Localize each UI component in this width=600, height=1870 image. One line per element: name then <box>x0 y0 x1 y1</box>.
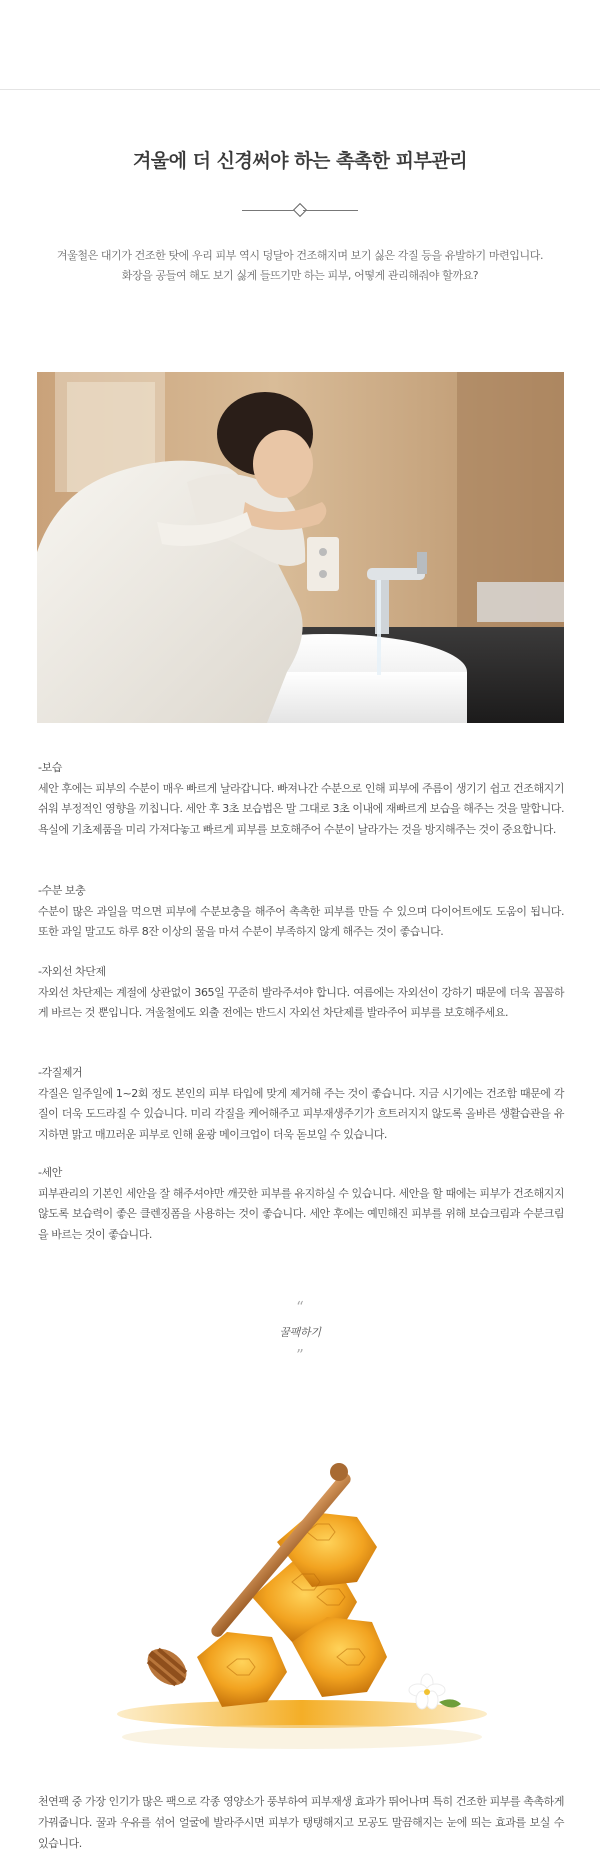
divider-line-left <box>242 210 297 211</box>
section-exfoliation <box>38 1063 564 1145</box>
face-wash-photo <box>37 372 564 723</box>
quote-label: 꿀팩하기 <box>279 1326 321 1339</box>
divider-line-right <box>303 210 358 211</box>
section-text: 수분이 많은 과일을 먹으면 피부에 수분보충을 해주어 촉촉한 피부를 만들 수 있으며 다이어트에도 도움이 됩니다. 또한 과일 말고도 하루 8잔 이상의 물을 마셔 수분이 부족하지 않게 해주는 것이 좋습니다. <box>38 904 564 938</box>
section-heading: -수분 보충 <box>38 884 86 897</box>
section-heading: -자외선 차단제 <box>38 965 106 978</box>
open-quote-icon: “ <box>296 1298 304 1316</box>
close-quote-icon: ” <box>296 1346 304 1364</box>
section-heading: -세안 <box>38 1166 62 1179</box>
section-moisturize <box>38 758 564 840</box>
section-text: 각질은 일주일에 1~2회 정도 본인의 피부 타입에 맞게 제거해 주는 것이 좋습니다. 지금 시기에는 건조함 때문에 각질이 더욱 도드라질 수 있습니다. 미리 각질을 케어해주고 피부재생주기가 흐트러지지 않도록 올바른 생활습관을 유지하면 맑고 매끄러운 피부로 인해 윤광 메이크업이 더욱 돋보일 수 있습니다. <box>38 1086 564 1141</box>
honey-photo <box>37 1392 564 1762</box>
section-text: 피부관리의 기본인 세안을 잘 해주셔야만 깨끗한 피부를 유지하실 수 있습니다. 세안을 할 때에는 피부가 건조해지지 않도록 보습력이 좋은 클렌징폼을 사용하는 것이 좋습니다. 세안 후에는 예민해진 피부를 위해 보습크림과 수분크림을 바르는 것이 좋습니다. <box>38 1186 564 1241</box>
intro-line-2: 화장을 공들여 해도 보기 싫게 들뜨기만 하는 피부, 어떻게 관리해줘야 할까요? <box>121 269 479 282</box>
section-text: 세안 후에는 피부의 수분이 매우 빠르게 날라갑니다. 빠져나간 수분으로 인해 피부에 주름이 생기기 쉽고 건조해지기 쉬워 부정적인 영향을 끼칩니다. 세안 후 3초 보습법은 말 그대로 3초 이내에 재빠르게 보습을 해주는 것을 말합니다. 욕실에 기초제품을 미리 가져다놓고 빠르게 피부를 보호해주어 수분이 날라가는 것을 방지해주는 것이 중요합니다. <box>38 781 564 836</box>
section-cleansing <box>38 1163 564 1245</box>
section-sunscreen <box>38 962 564 1024</box>
title-divider <box>242 203 358 217</box>
section-hydration <box>38 881 564 943</box>
intro-text <box>20 246 580 286</box>
page-title: 겨울에 더 신경써야 하는 촉촉한 피부관리 <box>132 150 468 172</box>
section-heading: -각질제거 <box>38 1066 83 1079</box>
section-heading: -보습 <box>38 761 62 774</box>
intro-line-1: 겨울철은 대기가 건조한 탓에 우리 피부 역시 덩달아 건조해지며 보기 싫은 각질 등을 유발하기 마련입니다. <box>56 249 544 262</box>
honey-pack-text: 천연팩 중 가장 인기가 많은 팩으로 각종 영양소가 풍부하여 피부재생 효과가 뛰어나며 특히 건조한 피부를 촉촉하게 가꿔줍니다. 꿀과 우유를 섞어 얼굴에 발라주시면 피부가 탱탱해지고 모공도 말끔해지는 눈에 띄는 효과를 보실 수 있습니다. <box>38 1795 564 1850</box>
top-header-bar <box>0 0 600 90</box>
section-text: 자외선 차단제는 계절에 상관없이 365일 꾸준히 발라주셔야 합니다. 여름에는 자외선이 강하기 때문에 더욱 꼼꼼하게 바르는 것 뿐입니다. 겨울철에도 외출 전에는 반드시 자외선 차단제를 발라주어 피부를 보호해주세요. <box>38 985 564 1019</box>
